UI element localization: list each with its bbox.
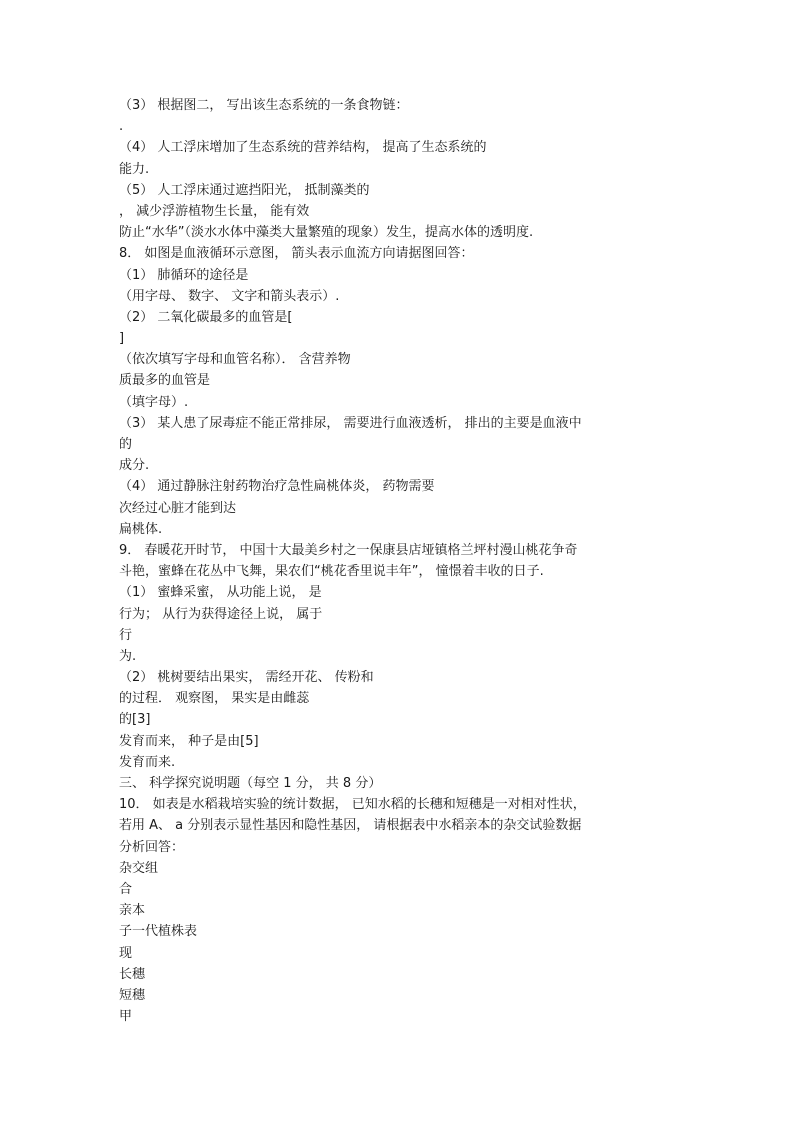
text-line: 质最多的血管是 [119, 373, 211, 389]
text-line: （1） 蜜蜂采蜜， 从功能上说， 是 [119, 585, 322, 601]
table-text-line: 长穗 [119, 966, 146, 982]
table-text-line: 合 [119, 881, 133, 897]
text-line: 若用 A、 a 分别表示显性基因和隐性基因， 请根据表中水稻亲本的杂交试验数据 [119, 818, 582, 834]
text-line: 的[3] [119, 712, 151, 728]
text-line: 能力. [119, 161, 150, 177]
table-text-line: 现 [119, 945, 133, 961]
text-line: （2） 二氧化碳最多的血管是[ [119, 309, 293, 325]
document-body [119, 95, 639, 1027]
text-line: 扁桃体. [119, 521, 163, 537]
text-line: . [119, 119, 124, 135]
text-line: 斗艳，蜜蜂在花丛中飞舞，果农们“桃花香里说丰年”， 憧憬着丰收的日子. [119, 564, 544, 580]
text-line: 9． 春暖花开时节， 中国十大最美乡村之一保康县店垭镇格兰坪村漫山桃花争奇 [119, 542, 578, 558]
text-line: 防止“水华”（淡水水体中藻类大量繁殖的现象）发生，提高水体的透明度. [119, 225, 534, 241]
text-line: 次经过心脏才能到达 [119, 500, 237, 516]
table-text-line: 甲 [119, 1009, 133, 1025]
text-line: 8． 如图是血液循环示意图， 箭头表示血流方向请据图回答： [119, 246, 474, 262]
text-line: 分析回答： [119, 839, 185, 855]
text-line: （4） 人工浮床增加了生态系统的营养结构， 提高了生态系统的 [119, 140, 487, 156]
text-line: （2） 桃树要结出果实， 需经开花、 传粉和 [119, 670, 374, 686]
text-line: 的 [119, 437, 133, 452]
text-line: （5） 人工浮床通过遮挡阳光， 抵制藻类的 [119, 182, 370, 198]
table-text-line: 子一代植株表 [119, 924, 198, 940]
text-line: 10． 如表是水稻栽培实验的统计数据， 已知水稻的长穗和短穗是一对相对性状， [119, 797, 586, 813]
text-line: 发育而来. [119, 754, 176, 770]
text-line: 发育而来， 种子是由[5] [119, 733, 259, 749]
text-line: 成分. [119, 458, 150, 474]
text-line: 行 [119, 627, 133, 643]
table-text-line: 亲本 [119, 903, 146, 919]
text-line: （填字母）. [119, 394, 189, 410]
text-line: （依次填写字母和血管名称）． 含营养物 [119, 352, 351, 368]
text-line: 的过程． 观察图， 果实是由雌蕊 [119, 691, 310, 707]
text-line: （3） 根据图二， 写出该生态系统的一条食物链： [119, 98, 409, 113]
text-line: 行为； 从行为获得途径上说， 属于 [119, 606, 323, 622]
text-line: （用字母、 数字、 文字和箭头表示）. [119, 288, 340, 304]
text-line: 为. [119, 648, 137, 664]
text-line: ， 减少浮游植物生长量， 能有效 [119, 203, 310, 219]
table-text-line: 短穗 [119, 987, 146, 1003]
table-text-line: 杂交组 [119, 860, 159, 876]
text-line: （1） 肺循环的途径是 [119, 267, 249, 283]
text-line: （4） 通过静脉注射药物治疗急性扁桃体炎， 药物需要 [119, 479, 435, 495]
text-line: ] [119, 331, 125, 347]
section-heading: 三、 科学探究说明题（每空 1 分， 共 8 分） [119, 776, 382, 791]
text-line: （3） 某人患了尿毒症不能正常排尿， 需要进行血液透析， 排出的主要是血液中 [119, 415, 582, 431]
